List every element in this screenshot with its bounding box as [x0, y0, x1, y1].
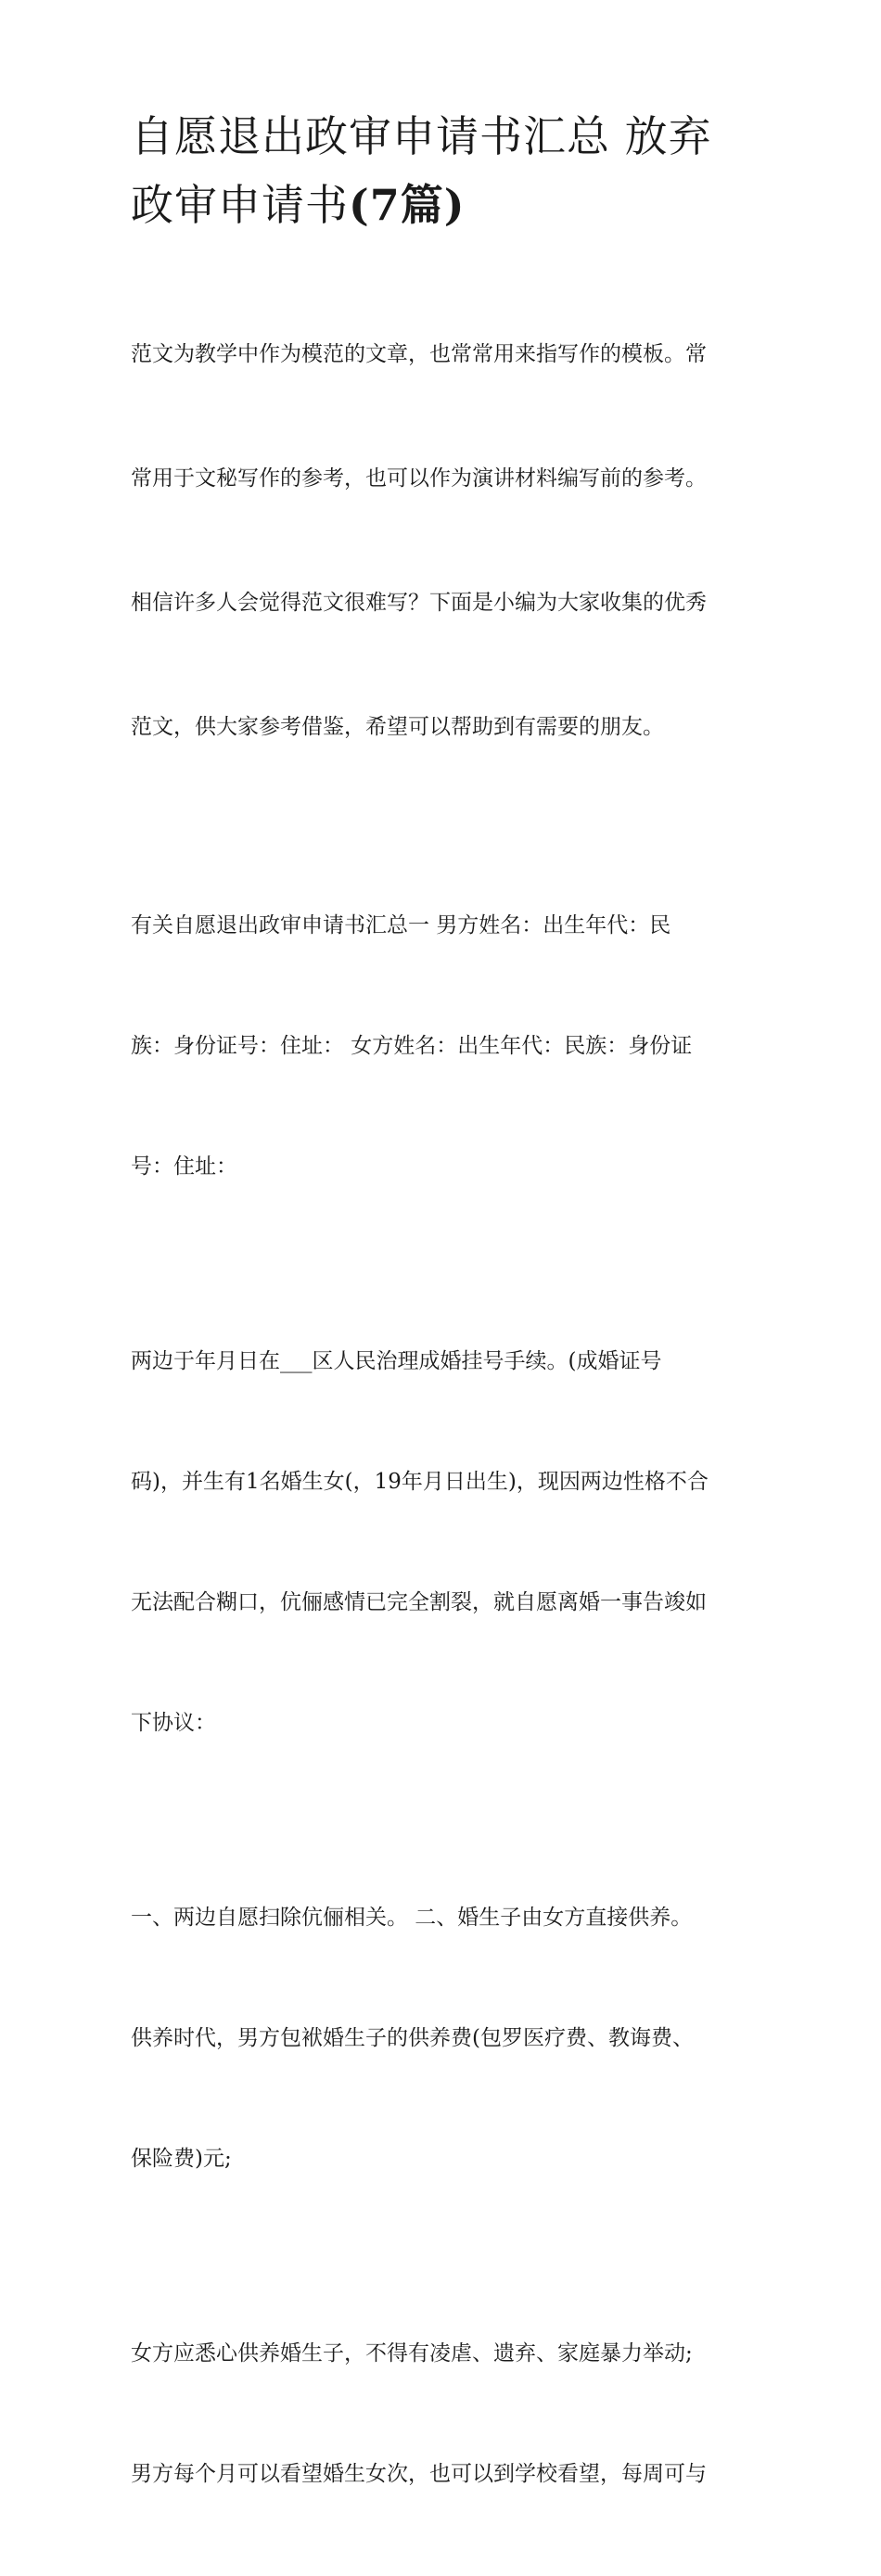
title-line-2-text: 政审申请书 [131, 180, 349, 230]
text-line: 范文，供大家参考借鉴，希望可以帮助到有需要的朋友。 [131, 715, 664, 739]
text-line: 码)，并生有1名婚生女(，19年月日出生)，现因两边性格不合 [131, 1470, 709, 1494]
text-line: 女方应悉心供养婚生子，不得有凌虐、遗弃、家庭暴力举动; [131, 2341, 693, 2366]
text-line: 一、两边自愿扫除伉俪相关。 二、婚生子由女方直接供养。 [131, 1906, 693, 1930]
paragraph-parties [131, 833, 761, 1269]
title-line-1: 自愿退出政审申请书汇总 放弃 [131, 111, 712, 161]
paragraph-custody [131, 2261, 761, 2576]
text-line: 常用于文秘写作的参考，也可以作为演讲材料编写前的参考。 [131, 466, 707, 491]
text-line: 相信许多人会觉得范文很难写？下面是小编为大家收集的优秀 [131, 591, 707, 615]
document-body [131, 261, 761, 2576]
title-line-2 [131, 171, 771, 239]
text-line: 有关自愿退出政审申请书汇总一 男方姓名：出生年代：民 [131, 913, 671, 937]
text-line: 供养时代，男方包袱婚生子的供养费(包罗医疗费、教诲费、 [131, 2026, 694, 2050]
text-line: 范文为教学中作为模范的文章，也常常用来指写作的模板。常 [131, 342, 707, 366]
paragraph-terms [131, 1825, 761, 2261]
text-line: 无法配合糊口，伉俪感情已完全割裂，就自愿离婚一事告竣如 [131, 1590, 707, 1614]
text-line: 保险费)元; [131, 2147, 232, 2171]
text-line: 族：身份证号：住址： 女方姓名：出生年代：民族：身份证 [131, 1034, 693, 1058]
paragraph-marriage [131, 1269, 761, 1825]
text-line: 两边于年月日在___区人民治理成婚挂号手续。(成婚证号 [131, 1349, 662, 1373]
title-count: (7篇) [349, 180, 466, 230]
text-line: 号：住址： [131, 1154, 237, 1179]
document-title [131, 102, 771, 239]
text-line: 男方每个月可以看望婚生女次，也可以到学校看望，每周可与 [131, 2462, 707, 2486]
text-line: 下协议： [131, 1711, 216, 1735]
paragraph-intro [131, 261, 761, 833]
